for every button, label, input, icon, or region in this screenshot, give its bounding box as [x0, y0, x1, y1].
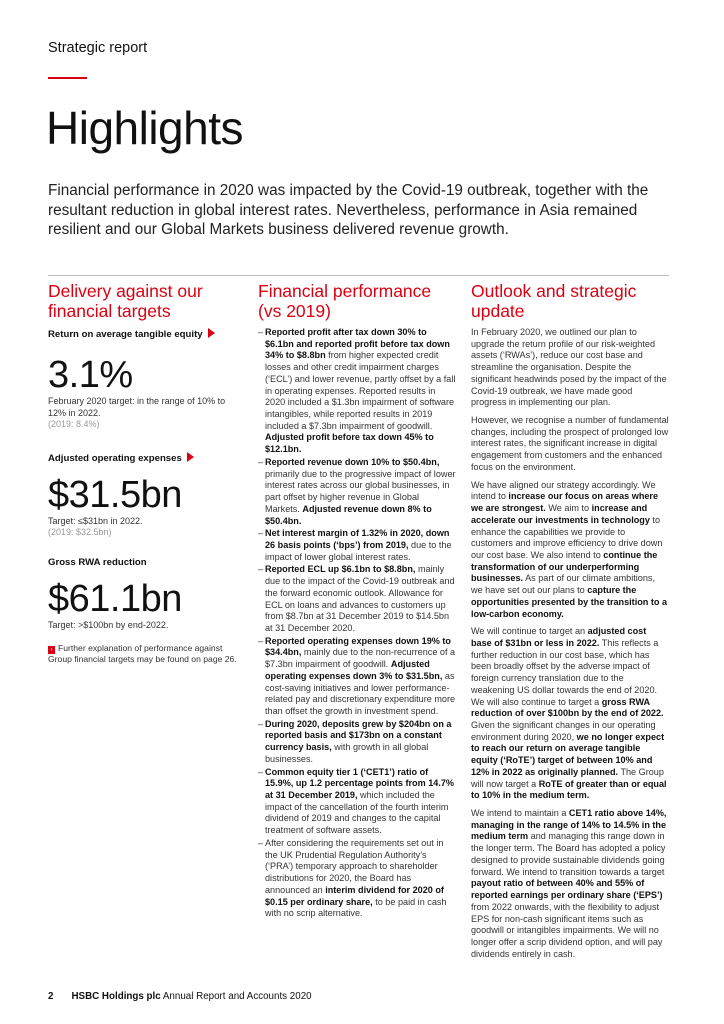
list-item: – Reported revenue down 10% to $50.4bn, primarily due to the progressive impact of lower interest rates across our global businesses, in part offset by higher revenue in Global Markets. Adjusted revenue down 8% to $50.4bn. [258, 457, 456, 527]
list-item: – Net interest margin of 1.32% in 2020, down 26 basis points (‘bps’) from 2019, due to the impact of lower global interest rates. [258, 528, 456, 563]
section-label: Strategic report [48, 40, 148, 56]
list-item: – Common equity tier 1 (‘CET1’) ratio of 15.9%, up 1.2 percentage points from 14.7% at 31 December 2019, which included the impact of the cancellation of the fourth interim dividend of 2019 and changes to the capital treatment of software assets. [258, 767, 456, 837]
outlook-paragraph: We have aligned our strategy accordingly. We intend to increase our focus on areas where we are strongest. We aim to increase and accelerate our investments in technology to enhance the capabilities we provide to customers and improve efficiency to drive down our cost base. We also intend to continue the transformation of our underperforming businesses. As part of our climate ambitions, we have set out our plans to capture the opportunities presented by the transition to a low-carbon economy. [471, 479, 668, 619]
red-chevron-icon[interactable]: › [48, 646, 55, 654]
kpi-prior: (2019: 8.4%) [48, 419, 100, 429]
red-triangle-arrow-icon[interactable] [187, 452, 194, 462]
kpi-label: Return on average tangible equity [48, 329, 203, 340]
performance-heading: Financial performance (vs 2019) [258, 281, 432, 321]
list-item: – During 2020, deposits grew by $204bn on a reported basis and $173bn on a constant currency basis, with growth in all global businesses. [258, 719, 456, 766]
kpi-value: 3.1% [48, 354, 133, 396]
outlook-body [471, 327, 669, 960]
red-triangle-arrow-icon[interactable] [208, 328, 215, 338]
page-title: Highlights [46, 102, 243, 154]
kpi-rote [48, 328, 240, 431]
company-name: HSBC Holdings plc [71, 991, 161, 1002]
kpi-value: $61.1bn [48, 577, 182, 620]
document-name: Annual Report and Accounts 2020 [160, 991, 312, 1002]
list-item: – After considering the requirements set out in the UK Prudential Regulation Authority’s (‘PRA’) temporary approach to shareholder distributions for 2020, the Board has announced an interim dividend for 2020 of $0.15 per ordinary share, to be paid in cash with no scrip alternative. [258, 838, 456, 920]
performance-note [48, 643, 240, 665]
performance-list [258, 327, 456, 920]
list-item: – Reported operating expenses down 19% to $34.4bn, mainly due to the non-recurrence of a $7.3bn impairment of goodwill. Adjusted operating expenses down 3% to $31.5bn, as cost-saving initiatives and lower performance-related pay and discretionary expenditure more than offset the growth in investment spend. [258, 636, 456, 718]
targets-heading: Delivery against our financial targets [48, 281, 203, 321]
accent-rule [48, 77, 87, 79]
kpi-opex [48, 452, 240, 539]
list-item: – Reported profit after tax down 30% to $6.1bn and reported profit before tax down 34% to $8.8bn from higher expected credit losses and other credit impairment charges (‘ECL’) and lower revenue, partly offset by a fall in operating expenses. Reported results in 2020 included a $1.3bn impairment of software intangibles, while reported results in 2019 included a $7.3bn impairment of goodwill. Adjusted profit before tax down 45% to $12.1bn. [258, 327, 456, 456]
kpi-value: $31.5bn [48, 473, 182, 516]
outlook-heading: Outlook and strategic update [471, 281, 637, 321]
intro-paragraph: Financial performance in 2020 was impacted by the Covid-19 outbreak, together with the resultant reduction in global interest rates. Nevertheless, performance in Asia remained resilient and our Global Markets business delivered revenue growth. [48, 182, 649, 238]
outlook-column [471, 281, 669, 966]
outlook-paragraph: We will continue to target an adjusted cost base of $31bn or less in 2022. This reflects a further reduction in our cost base, which has been broadly offset by the adverse impact of foreign currency translation due to the weakening US dollar towards the end of 2020. We will also continue to target a gross RWA reduction of over $100bn by the end of 2022. Given the significant changes in our operating environment during 2020, we no longer expect to reach our return on average tangible equity (‘RoTE’) target of between 10% and 12% in 2022 as originally planned. The Group will now target a RoTE of greater than or equal to 10% in the medium term. [471, 626, 667, 801]
outlook-paragraph: In February 2020, we outlined our plan to upgrade the return profile of our risk-weighted assets (‘RWAs’), reduce our cost base and streamline the organisation. Despite the significant headwinds posed by the impact of the Covid-19 outbreak, we have made good progress in implementing our plan. [471, 327, 667, 408]
kpi-rwa [48, 557, 240, 632]
outlook-paragraph: However, we recognise a number of fundamental changes, including the prospect of prolonged low interest rates, the significant increase in digital engagement from customers and the enhanced focus on the environment. [471, 415, 669, 472]
list-item: – Reported ECL up $6.1bn to $8.8bn, mainly due to the impact of the Covid-19 outbreak and the forward economic outlook. Allowance for ECL on loans and advances to customers up from $8.7bn at 31 December 2019 to $14.5bn at 31 December 2020. [258, 564, 456, 634]
divider [48, 275, 669, 276]
page-footer [48, 991, 312, 1002]
kpi-target: Target: >$100bn by end-2022. [48, 619, 169, 630]
page-number: 2 [48, 991, 54, 1002]
performance-column [258, 281, 456, 921]
outlook-paragraph: We intend to maintain a CET1 ratio above 14%, managing in the range of 14% to 14.5% in the medium term and managing this range down in the longer term. The Board has adopted a policy designed to provide sustainable dividends going forward. We intend to transition towards a target payout ratio of between 40% and 55% of reported earnings per ordinary share (‘EPS’) from 2022 onwards, with the flexibility to adjust EPS for non-cash significant items such as goodwill or intangibles impairments. We will no longer offer a scrip dividend option, and will pay dividends entirely in cash. [471, 808, 667, 959]
kpi-target: Target: ≤$31bn in 2022. [48, 515, 143, 526]
kpi-target: February 2020 target: in the range of 10% to 12% in 2022. [48, 396, 226, 418]
kpi-label: Gross RWA reduction [48, 556, 147, 568]
kpi-label: Adjusted operating expenses [48, 452, 182, 464]
kpi-prior: (2019: $32.5bn) [48, 527, 112, 537]
targets-column [48, 281, 240, 665]
note-text: Further explanation of performance against Group financial targets may be found on page 26. [48, 643, 237, 664]
